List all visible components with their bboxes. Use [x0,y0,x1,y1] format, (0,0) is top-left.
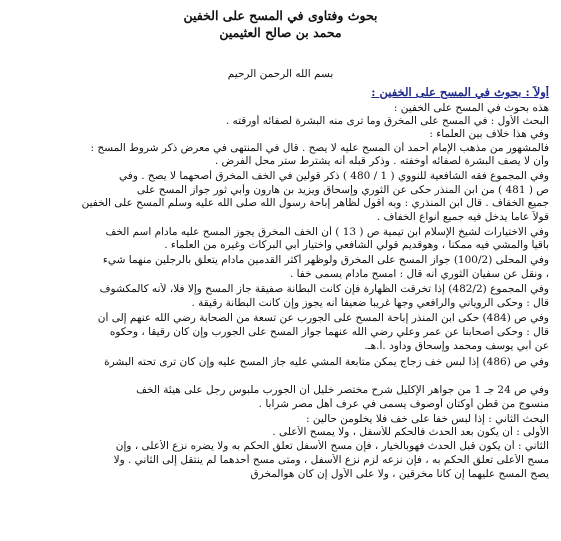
basmala: بسم الله الرحمن الرحيم [227,68,334,80]
text-line: البحث الأول : في المسح على المخرق وما ترى منه البشرة لصفائه أورقته . [225,115,549,127]
text-line: البحث الثاني : إذا لبس خفاً على خف فلا يخلومن حالين : [306,413,549,425]
text-line: الثاني : أن يكون قبل الحدث فهوبالخيار ، فإن مسح الأسفل تعلق الحكم به ولا يضره نزع الأعلى ، وإن [115,440,549,452]
text-line: الأولى : أن يكون بعد الحدث فالحكم للأسفل ، ولا يمسح الأعلى . [272,426,549,438]
text-line: جميع الخفاف . قال ابن المنذري : وبه أقول لظاهر إباحة رسول الله صلى الله عليه وسلم المسح على الخفين [81,197,549,209]
section-heading: أولاً : بحوث في المسح على الخفين : [371,86,549,99]
document-title: بحوث وفتاوى في المسح على الخفين [183,8,378,23]
text-line: يصح المسح عليهما إن كانا مخرقين ، ولا على الأول إن كان هوالمخرق [250,468,549,480]
text-line: ص ( 481 ) من ابن المنذر حكى عن الثوري وإسحاق ويزيد بن هارون وأبي ثور جواز المسح على [136,184,549,196]
text-line: فالمشهور من مذهب الإمام أحمد أن المسح عليه لا يصح . قال في المنتهى في معرض ذكر شروط المسح : [90,142,549,154]
text-line: مسح الأعلى تعلق الحكم به ، فإن نزعه لزم نزع الأسفل ، ومتى مسح أحدهما لم ينتقل إلى الثاني . ولا [113,454,549,466]
text-line: عن أبي يوسف ومحمد وإسحاق وداود .أ.هـ. [364,340,549,352]
text-line: قولاً عاماً يدخل فيه جميع أنواع الخفاف . [376,211,549,223]
text-line: وفي الاختيارات لشيخ الإسلام ابن تيمية ص ( 13 ) أن الخف المخرق يجوز المسح عليه مادام اسم الخف [105,226,549,238]
text-line: وفي ص 24 جـ 1 من جواهر الإكليل شرح مختصر خليل أن الجورب ملبوس رجل على هيئة الخف [136,384,549,396]
text-line: قال : وحكى أصحابنا عن عمر وعلي رضي الله عنهما جواز المسح على الجورب وإن كان رقيقاً ، وحكوه [109,326,549,338]
text-line: وفي المحلى (100/2) جواز المسح على المخرق ولوظهر أكثر القدمين مادام يتعلق بالرجلين منهما شيء [102,254,549,266]
text-line: وفي المجموع (482/2) إذا تخرقت الظهارة فإن كانت البطانة صفيقة جاز المسح وإلا فلا، لأنه كالمكشوف [99,283,549,295]
text-line: وأن لا يصف البشرة لصفائه أوخفته . وذكر قبله أنه يشترط ستر محل الفرض . [214,155,549,167]
text-line: هذه بحوث في المسح على الخفين : [393,102,549,114]
text-line: وفي ص (486) إذا لبس خف زجاج يمكن متابعة المشي عليه جاز المسح عليه وإن كان ترى تحته البشرة [104,356,549,368]
text-line: منسوج من قطن أوكتان أوصوف يسمى في عرف أهل مصر شراباً . [258,398,549,410]
document-author: محمد بن صالح العثيمين [219,25,342,40]
text-line: وفي ص (484) حكى ابن المنذر إباحة المسح على الجورب عن تسعة من الصحابة رضي الله عنهم إلى أن [97,312,549,324]
text-line: قال : وحكى الروياني والرافعي وجهاً غريباً ضعيفاً أنه يجوز وإن كانت البطانة رقيقة . [191,297,549,309]
text-line: باقياً والمشي فيه ممكناً ، وهوقديم قولي الشافعي واختيار أبي البركات وغيره من العلماء . [164,239,549,251]
text-line: وفي المجموع فقه الشافعية للنووي ( 1 / 480 ) ذكر قولين في الخف المخرق أصحهما لا يصح . وفي [119,170,549,182]
text-line: ، ونقل عن سفيان الثوري أنه قال : امسح مادام يسمى خفاً . [289,268,549,280]
text-line: وفي هذا خلاف بين العلماء : [429,128,549,140]
